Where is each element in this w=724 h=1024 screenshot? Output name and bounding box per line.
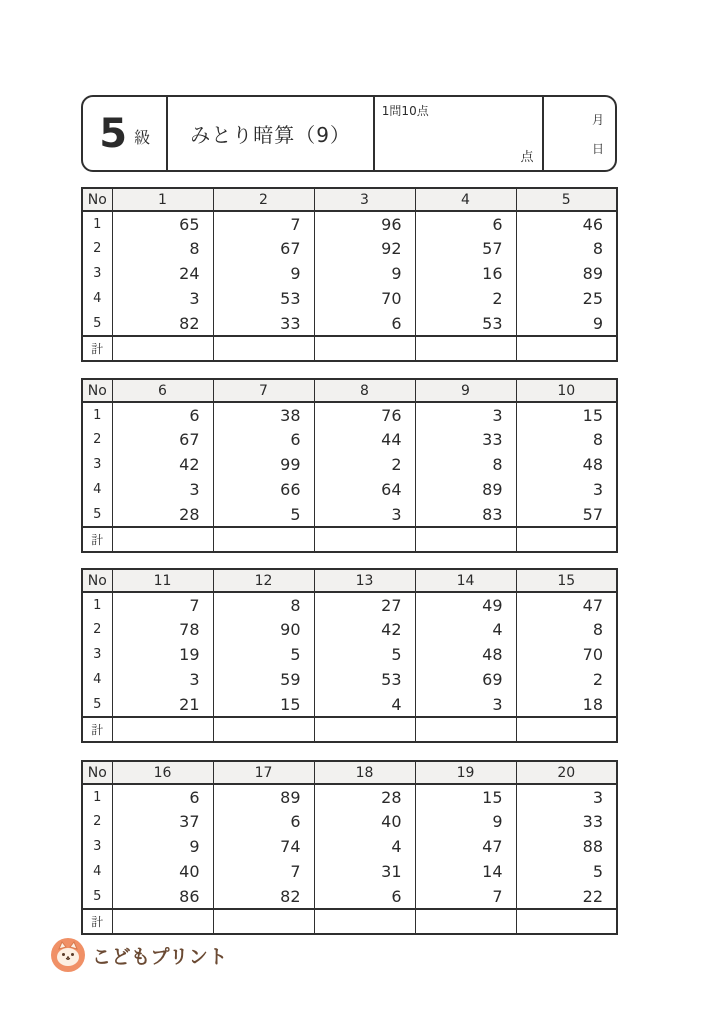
column-header: 8 — [314, 379, 415, 402]
number-cell: 3 — [112, 667, 213, 692]
total-answer-cell — [516, 717, 617, 742]
no-column-header: No — [82, 379, 112, 402]
table-row — [82, 502, 617, 527]
column-header: 7 — [213, 379, 314, 402]
row-number: 5 — [82, 311, 112, 336]
number-cell: 8 — [516, 236, 617, 261]
total-answer-cell — [516, 336, 617, 361]
row-number: 2 — [82, 809, 112, 834]
day-label: 日 — [591, 142, 604, 156]
table-row — [82, 261, 617, 286]
column-header: 15 — [516, 569, 617, 592]
number-cell: 3 — [516, 477, 617, 502]
number-cell: 8 — [415, 452, 516, 477]
table-row — [82, 477, 617, 502]
number-cell: 67 — [112, 427, 213, 452]
number-cell: 9 — [415, 809, 516, 834]
number-cell: 25 — [516, 286, 617, 311]
table-row — [82, 642, 617, 667]
total-answer-cell — [112, 909, 213, 934]
number-cell: 6 — [112, 784, 213, 809]
number-cell: 82 — [112, 311, 213, 336]
number-cell: 66 — [213, 477, 314, 502]
number-cell: 99 — [213, 452, 314, 477]
grade-number: 5 — [99, 110, 128, 157]
number-cell: 3 — [112, 477, 213, 502]
total-answer-cell — [213, 336, 314, 361]
table-row — [82, 809, 617, 834]
total-answer-cell — [314, 336, 415, 361]
total-label: 計 — [82, 717, 112, 742]
column-header: 17 — [213, 761, 314, 784]
page-title: みとり暗算（9） — [190, 123, 351, 147]
table-row — [82, 211, 617, 236]
number-cell: 48 — [516, 452, 617, 477]
month-label: 月 — [591, 113, 604, 127]
row-number: 3 — [82, 261, 112, 286]
number-cell: 33 — [516, 809, 617, 834]
table-row — [82, 784, 617, 809]
row-number: 4 — [82, 667, 112, 692]
total-answer-cell — [112, 717, 213, 742]
number-cell: 46 — [516, 211, 617, 236]
number-cell: 47 — [516, 592, 617, 617]
total-answer-cell — [314, 527, 415, 552]
number-cell: 9 — [516, 311, 617, 336]
table-row — [82, 617, 617, 642]
column-header: 12 — [213, 569, 314, 592]
number-cell: 9 — [314, 261, 415, 286]
number-cell: 38 — [213, 402, 314, 427]
number-cell: 3 — [314, 502, 415, 527]
score-unit-label: 点 — [520, 150, 534, 165]
row-number: 1 — [82, 402, 112, 427]
number-cell: 76 — [314, 402, 415, 427]
number-cell: 33 — [213, 311, 314, 336]
number-cell: 5 — [314, 642, 415, 667]
column-header: 9 — [415, 379, 516, 402]
column-header: 6 — [112, 379, 213, 402]
column-header: 14 — [415, 569, 516, 592]
number-cell: 6 — [213, 809, 314, 834]
number-cell: 4 — [314, 834, 415, 859]
number-cell: 8 — [112, 236, 213, 261]
number-cell: 40 — [112, 859, 213, 884]
number-cell: 3 — [516, 784, 617, 809]
number-cell: 8 — [516, 617, 617, 642]
number-cell: 5 — [213, 642, 314, 667]
number-cell: 3 — [415, 402, 516, 427]
row-number: 5 — [82, 692, 112, 717]
total-answer-cell — [213, 527, 314, 552]
row-number: 2 — [82, 617, 112, 642]
number-cell: 90 — [213, 617, 314, 642]
footer-logo — [50, 937, 228, 973]
table-row — [82, 286, 617, 311]
number-cell: 42 — [314, 617, 415, 642]
number-cell: 83 — [415, 502, 516, 527]
number-cell: 28 — [112, 502, 213, 527]
total-row — [82, 717, 617, 742]
number-cell: 6 — [415, 211, 516, 236]
column-header: 2 — [213, 188, 314, 211]
number-cell: 22 — [516, 884, 617, 909]
total-row — [82, 909, 617, 934]
number-cell: 2 — [415, 286, 516, 311]
table-row — [82, 859, 617, 884]
table-row — [82, 667, 617, 692]
number-cell: 42 — [112, 452, 213, 477]
number-cell: 14 — [415, 859, 516, 884]
number-cell: 89 — [415, 477, 516, 502]
number-cell: 96 — [314, 211, 415, 236]
number-cell: 70 — [516, 642, 617, 667]
column-header: 3 — [314, 188, 415, 211]
number-cell: 37 — [112, 809, 213, 834]
number-cell: 64 — [314, 477, 415, 502]
row-number: 3 — [82, 452, 112, 477]
number-cell: 70 — [314, 286, 415, 311]
total-answer-cell — [516, 527, 617, 552]
number-cell: 47 — [415, 834, 516, 859]
number-cell: 53 — [314, 667, 415, 692]
number-cell: 7 — [415, 884, 516, 909]
table-row — [82, 236, 617, 261]
number-cell: 67 — [213, 236, 314, 261]
worksheet-table-1 — [81, 187, 618, 362]
row-number: 1 — [82, 784, 112, 809]
total-answer-cell — [415, 909, 516, 934]
number-cell: 24 — [112, 261, 213, 286]
number-cell: 27 — [314, 592, 415, 617]
row-number: 4 — [82, 286, 112, 311]
number-cell: 48 — [415, 642, 516, 667]
number-cell: 16 — [415, 261, 516, 286]
number-cell: 53 — [415, 311, 516, 336]
number-cell: 89 — [213, 784, 314, 809]
grade-cell — [83, 97, 168, 170]
number-cell: 33 — [415, 427, 516, 452]
number-cell: 78 — [112, 617, 213, 642]
number-cell: 82 — [213, 884, 314, 909]
number-cell: 86 — [112, 884, 213, 909]
number-cell: 89 — [516, 261, 617, 286]
number-cell: 44 — [314, 427, 415, 452]
number-cell: 4 — [314, 692, 415, 717]
number-cell: 40 — [314, 809, 415, 834]
number-cell: 18 — [516, 692, 617, 717]
number-cell: 15 — [516, 402, 617, 427]
number-cell: 69 — [415, 667, 516, 692]
logo-text: こどもプリント — [92, 945, 228, 968]
column-header: 19 — [415, 761, 516, 784]
number-cell: 6 — [213, 427, 314, 452]
row-number: 2 — [82, 427, 112, 452]
worksheet-table-3 — [81, 568, 618, 743]
table-row — [82, 592, 617, 617]
column-header: 5 — [516, 188, 617, 211]
number-cell: 9 — [112, 834, 213, 859]
number-cell: 88 — [516, 834, 617, 859]
number-cell: 31 — [314, 859, 415, 884]
number-cell: 9 — [213, 261, 314, 286]
number-cell: 49 — [415, 592, 516, 617]
no-column-header: No — [82, 761, 112, 784]
number-cell: 19 — [112, 642, 213, 667]
number-cell: 3 — [112, 286, 213, 311]
worksheet-title-cell — [168, 97, 374, 170]
total-answer-cell — [112, 336, 213, 361]
worksheet-table-2 — [81, 378, 618, 553]
number-cell: 59 — [213, 667, 314, 692]
number-cell: 65 — [112, 211, 213, 236]
number-cell: 7 — [213, 211, 314, 236]
number-cell: 8 — [213, 592, 314, 617]
no-column-header: No — [82, 569, 112, 592]
number-cell: 57 — [415, 236, 516, 261]
column-header: 11 — [112, 569, 213, 592]
column-header: 1 — [112, 188, 213, 211]
table-row — [82, 452, 617, 477]
number-cell: 7 — [213, 859, 314, 884]
total-answer-cell — [112, 527, 213, 552]
row-number: 3 — [82, 834, 112, 859]
total-answer-cell — [415, 717, 516, 742]
row-number: 2 — [82, 236, 112, 261]
column-header: 18 — [314, 761, 415, 784]
total-answer-cell — [213, 717, 314, 742]
number-cell: 15 — [415, 784, 516, 809]
number-cell: 7 — [112, 592, 213, 617]
row-number: 1 — [82, 211, 112, 236]
number-cell: 21 — [112, 692, 213, 717]
column-header: 20 — [516, 761, 617, 784]
number-cell: 28 — [314, 784, 415, 809]
grade-suffix: 級 — [134, 128, 151, 147]
total-label: 計 — [82, 909, 112, 934]
number-cell: 8 — [516, 427, 617, 452]
number-cell: 15 — [213, 692, 314, 717]
total-answer-cell — [415, 527, 516, 552]
points-per-question-note: 1問10点 — [381, 104, 429, 118]
mascot-cat-icon — [50, 937, 86, 973]
total-answer-cell — [516, 909, 617, 934]
number-cell: 6 — [314, 311, 415, 336]
number-cell: 6 — [112, 402, 213, 427]
number-cell: 92 — [314, 236, 415, 261]
total-answer-cell — [314, 909, 415, 934]
number-cell: 5 — [516, 859, 617, 884]
no-column-header: No — [82, 188, 112, 211]
table-row — [82, 834, 617, 859]
total-answer-cell — [415, 336, 516, 361]
total-answer-cell — [314, 717, 415, 742]
total-answer-cell — [213, 909, 314, 934]
number-cell: 6 — [314, 884, 415, 909]
total-row — [82, 527, 617, 552]
date-cell — [544, 97, 615, 170]
number-cell: 74 — [213, 834, 314, 859]
number-cell: 2 — [516, 667, 617, 692]
row-number: 5 — [82, 502, 112, 527]
column-header: 4 — [415, 188, 516, 211]
score-cell — [375, 97, 544, 170]
total-label: 計 — [82, 527, 112, 552]
row-number: 3 — [82, 642, 112, 667]
number-cell: 57 — [516, 502, 617, 527]
column-header: 16 — [112, 761, 213, 784]
table-row — [82, 402, 617, 427]
column-header: 13 — [314, 569, 415, 592]
table-row — [82, 311, 617, 336]
total-row — [82, 336, 617, 361]
column-header: 10 — [516, 379, 617, 402]
number-cell: 2 — [314, 452, 415, 477]
total-label: 計 — [82, 336, 112, 361]
row-number: 5 — [82, 884, 112, 909]
row-number: 4 — [82, 859, 112, 884]
row-number: 4 — [82, 477, 112, 502]
worksheet-header — [81, 95, 617, 172]
table-row — [82, 692, 617, 717]
number-cell: 4 — [415, 617, 516, 642]
worksheet-table-4 — [81, 760, 618, 935]
row-number: 1 — [82, 592, 112, 617]
number-cell: 3 — [415, 692, 516, 717]
number-cell: 53 — [213, 286, 314, 311]
table-row — [82, 427, 617, 452]
table-row — [82, 884, 617, 909]
number-cell: 5 — [213, 502, 314, 527]
